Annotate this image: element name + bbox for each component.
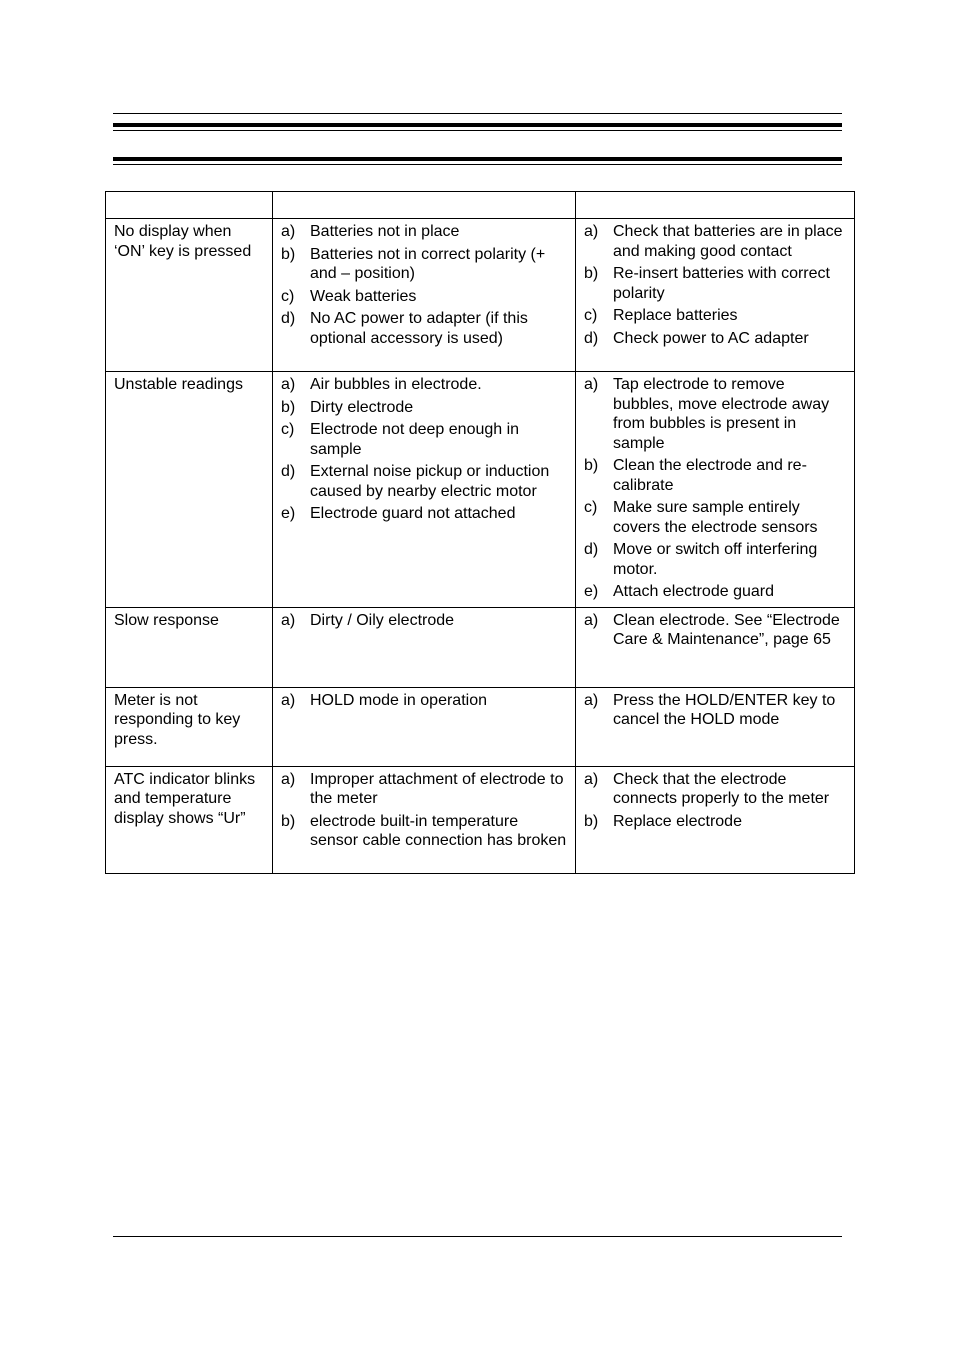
item-text: Tap electrode to remove bubbles, move electrode away from bubbles is present in sample (613, 376, 830, 452)
item-text: Move or switch off interfering motor. (613, 541, 818, 578)
header-cell-action (576, 192, 855, 219)
item-text: Electrode not deep enough in sample (310, 421, 520, 458)
action-list (576, 611, 848, 650)
item-text: Air bubbles in electrode. (310, 376, 482, 393)
item-label: a) (584, 611, 599, 629)
header-rule-thin (113, 164, 842, 165)
table-row (106, 766, 855, 873)
action-list (576, 691, 848, 730)
item-label: a) (584, 691, 599, 709)
list-item (273, 770, 569, 809)
item-label: c) (584, 307, 598, 324)
item-text: Attach electrode guard (613, 583, 774, 600)
action-list (576, 375, 848, 602)
cause-cell (273, 219, 576, 372)
list-item (576, 329, 848, 349)
cause-cell (273, 687, 576, 766)
item-text: No AC power to adapter (if this optional accessory is used) (310, 310, 528, 347)
cause-list (273, 222, 569, 348)
item-text: Check power to AC adapter (613, 329, 809, 347)
list-item (576, 611, 848, 650)
problem-cell: No display when ‘ON’ key is pressed (106, 219, 273, 372)
list-item (273, 611, 569, 631)
list-item (273, 504, 569, 524)
header-rule-thin (113, 130, 842, 131)
list-item (273, 245, 569, 284)
table-row (106, 607, 855, 687)
action-cell (576, 687, 855, 766)
item-label: a) (584, 223, 599, 240)
item-text: Clean electrode. See “Electrode Care & Maintenance”, page 65 (613, 611, 840, 648)
list-item (273, 691, 569, 711)
table-header-row (106, 192, 855, 219)
header-cell-cause (273, 192, 576, 219)
action-cell (576, 372, 855, 608)
cause-cell (273, 766, 576, 873)
item-text: External noise pickup or induction caused by nearby electric motor (310, 463, 550, 500)
problem-cell: ATC indicator blinks and temperature display shows “Ur” (106, 766, 273, 873)
item-label: a) (281, 691, 296, 709)
item-label: c) (281, 287, 295, 305)
item-text: Replace electrode (613, 812, 742, 830)
list-item (273, 287, 569, 307)
item-text: Batteries not in place (310, 223, 460, 240)
list-item (273, 398, 569, 418)
problem-cell: Slow response (106, 607, 273, 687)
item-text: electrode built-in temperature sensor cable connection has broken (310, 812, 567, 849)
list-item (273, 222, 569, 242)
header-rule-thick (113, 157, 842, 161)
item-text: Make sure sample entirely covers the electrode sensors (613, 499, 818, 536)
header-rule-thin (113, 113, 842, 114)
list-item (576, 375, 848, 453)
item-label: b) (584, 265, 599, 282)
item-label: d) (584, 541, 599, 558)
list-item (273, 462, 569, 501)
item-text: HOLD mode in operation (310, 691, 487, 709)
list-item (576, 264, 848, 303)
item-label: e) (584, 583, 599, 600)
item-label: c) (584, 499, 598, 516)
item-text: Press the HOLD/ENTER key to cancel the HOLD mode (613, 691, 836, 728)
item-text: Check that batteries are in place and making good contact (613, 223, 843, 260)
action-list (576, 770, 848, 832)
list-item (576, 582, 848, 602)
troubleshooting-table (105, 191, 855, 874)
list-item (576, 812, 848, 832)
action-cell (576, 607, 855, 687)
list-item (576, 691, 848, 730)
cause-list (273, 770, 569, 851)
item-label: b) (281, 812, 296, 830)
item-text: Replace batteries (613, 307, 738, 324)
item-text: Weak batteries (310, 287, 417, 305)
table-row (106, 219, 855, 372)
list-item (273, 812, 569, 851)
item-label: a) (281, 223, 296, 240)
item-label: a) (281, 376, 296, 393)
problem-cell: Meter is not responding to key press. (106, 687, 273, 766)
cause-cell (273, 607, 576, 687)
item-text: Improper attachment of electrode to the meter (310, 770, 564, 807)
item-label: d) (281, 310, 296, 327)
item-label: a) (281, 770, 296, 788)
header-rule-thick (113, 123, 842, 127)
list-item (576, 498, 848, 537)
list-item (576, 540, 848, 579)
header-cell-problem (106, 192, 273, 219)
item-text: Electrode guard not attached (310, 505, 516, 522)
table-row (106, 372, 855, 608)
action-list (576, 222, 848, 348)
cause-list (273, 375, 569, 524)
list-item (576, 770, 848, 809)
list-item (273, 309, 569, 348)
item-text: Dirty electrode (310, 398, 414, 416)
item-label: b) (281, 245, 296, 263)
table-row (106, 687, 855, 766)
item-label: a) (281, 611, 296, 629)
problem-cell: Unstable readings (106, 372, 273, 608)
item-text: Re-insert batteries with correct polarity (613, 265, 830, 302)
item-text: Check that the electrode connects properly to the meter (613, 770, 830, 807)
item-label: d) (281, 463, 296, 480)
cause-list (273, 691, 569, 711)
item-label: b) (584, 812, 599, 830)
list-item (576, 306, 848, 326)
item-label: c) (281, 421, 295, 438)
item-text: Batteries not in correct polarity (+ and – position) (310, 245, 546, 282)
list-item (273, 375, 569, 395)
item-label: b) (281, 398, 296, 416)
item-label: b) (584, 457, 599, 474)
action-cell (576, 766, 855, 873)
item-label: e) (281, 505, 296, 522)
list-item (576, 456, 848, 495)
list-item (576, 222, 848, 261)
item-text: Dirty / Oily electrode (310, 611, 455, 629)
cause-list (273, 611, 569, 631)
action-cell (576, 219, 855, 372)
item-label: a) (584, 376, 599, 393)
cause-cell (273, 372, 576, 608)
item-text: Clean the electrode and re-calibrate (613, 457, 807, 494)
list-item (273, 420, 569, 459)
footer-rule (113, 1236, 842, 1237)
item-label: d) (584, 329, 599, 347)
item-label: a) (584, 770, 599, 788)
